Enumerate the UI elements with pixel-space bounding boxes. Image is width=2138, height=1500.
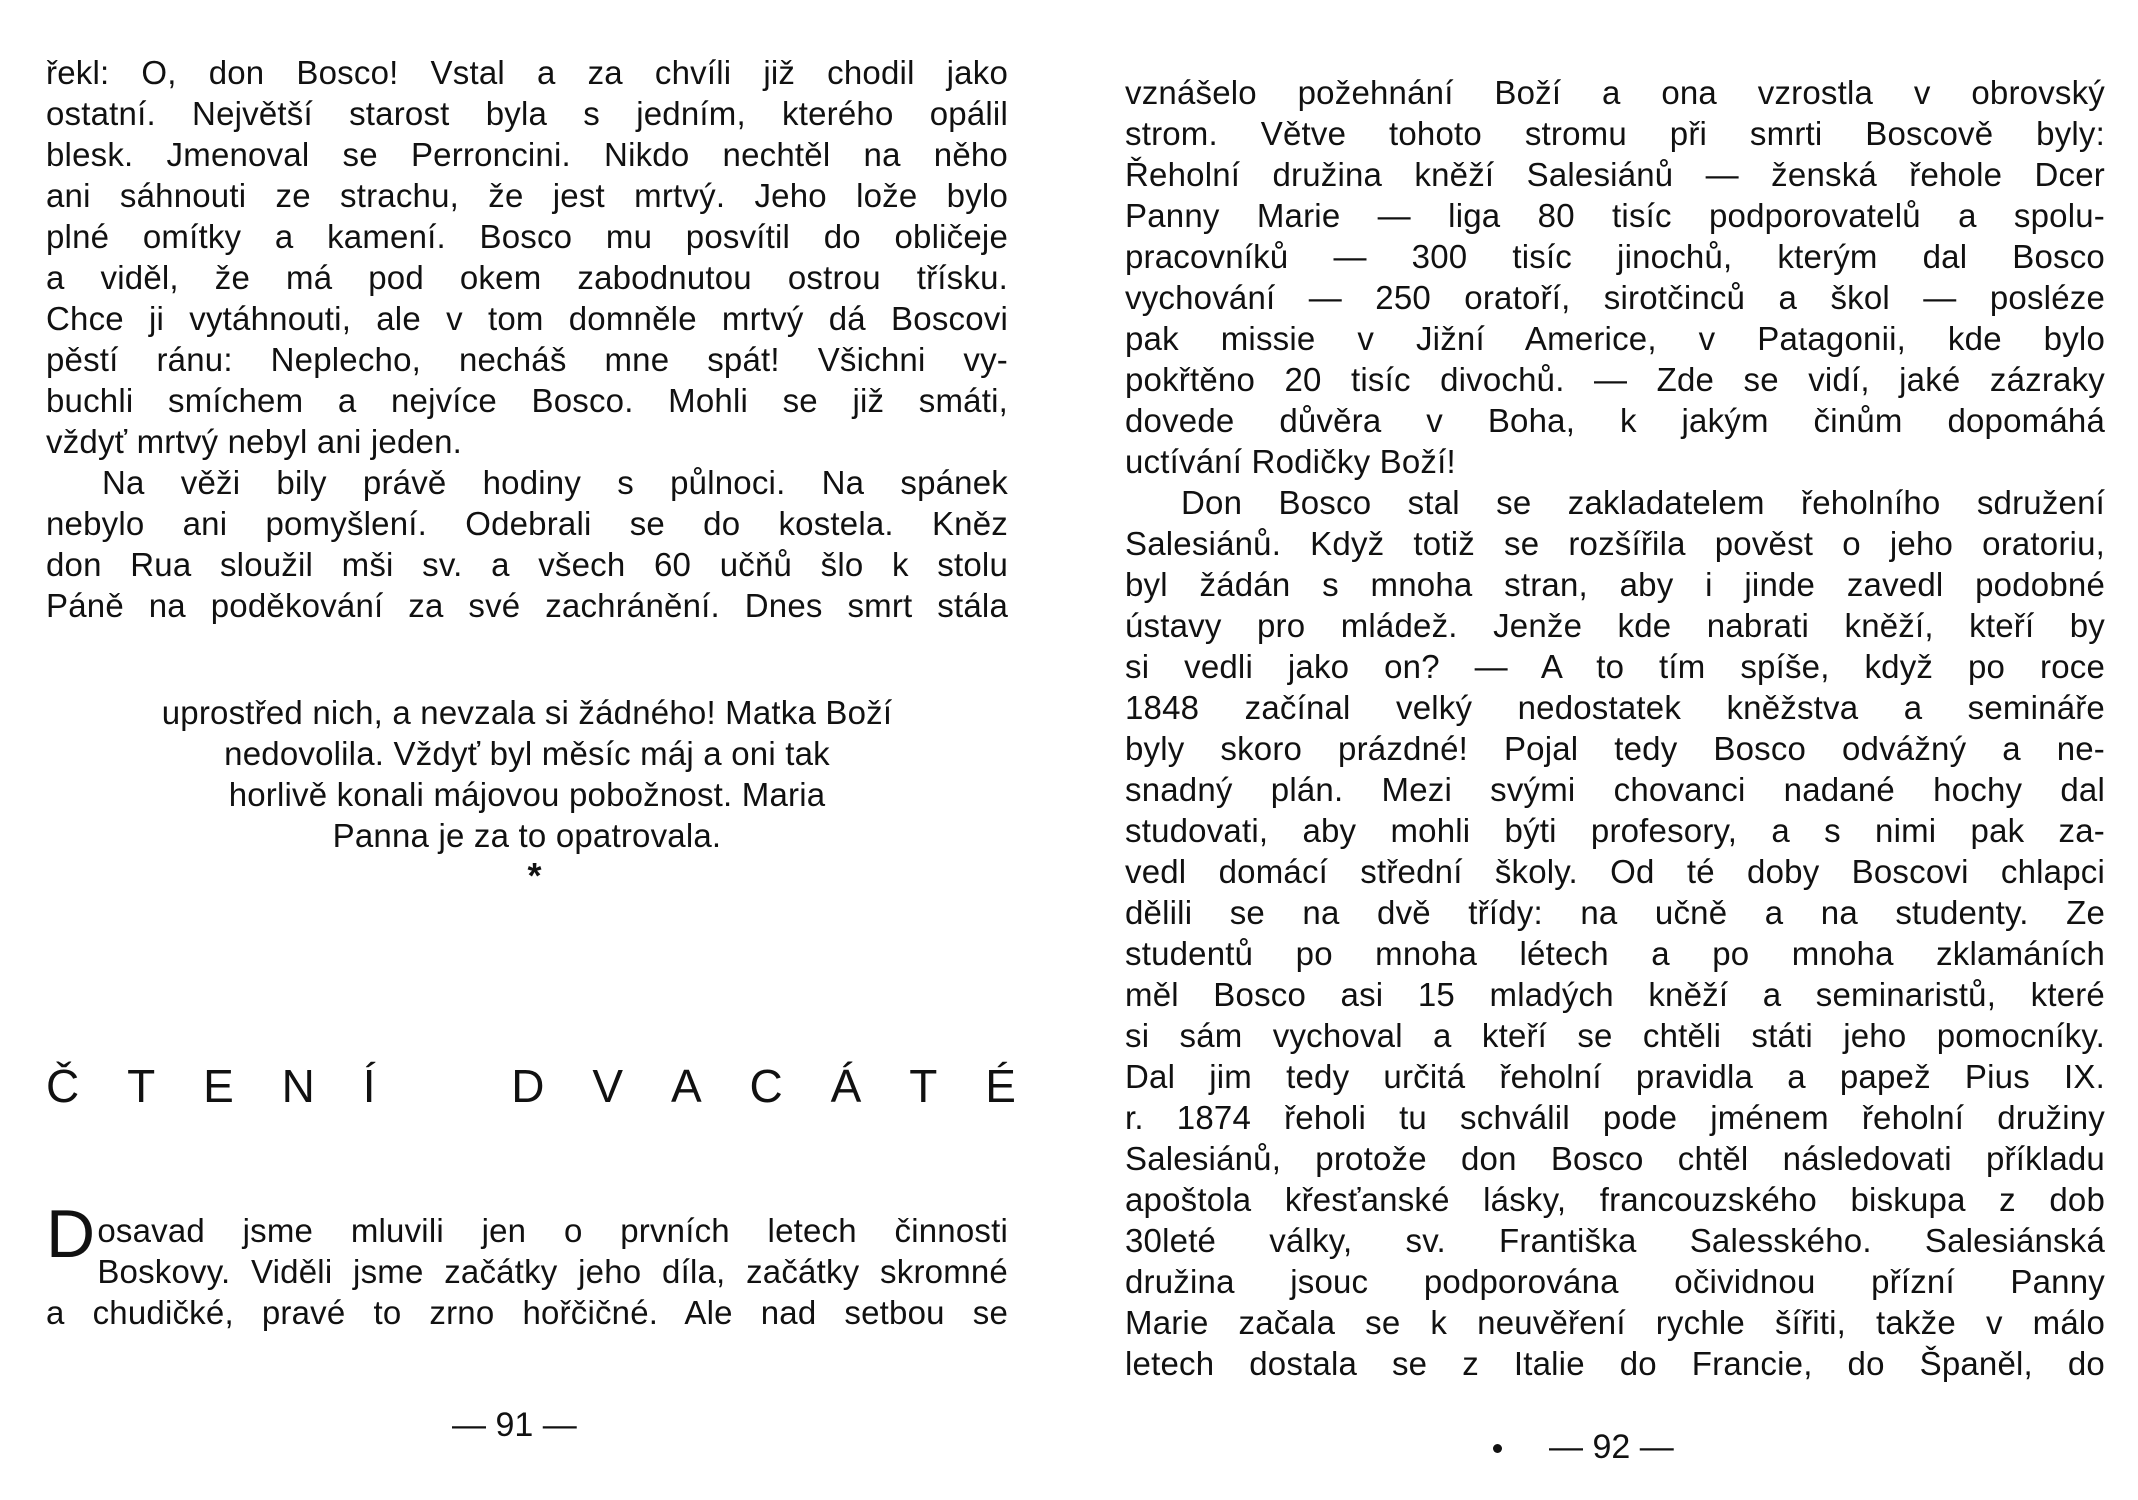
text-line: pokřtěno 20 tisíc divochů. — Zde se vidí, jaké zázraky: [1125, 361, 2105, 398]
page-number: — 92 —: [1549, 1428, 1674, 1466]
chapter-title-letter: E: [203, 1060, 234, 1112]
text-line: a chudičké, pravé to zrno hořčičné. Ale nad setbou se: [46, 1294, 1008, 1331]
text-line: buchli smíchem a nejvíce Bosco. Mohli se již smáti,: [46, 382, 1008, 419]
text-line: uprostřed nich, a nevzala si žádného! Matka Boží: [161, 694, 893, 731]
text-line: Na věži bily právě hodiny s půlnoci. Na spánek: [102, 464, 1008, 501]
text-line: Don Bosco stal se zakladatelem řeholního sdružení: [1181, 484, 2105, 521]
chapter-title-letter: Í: [362, 1060, 376, 1112]
text-line: Salesiánů. Když totiž se rozšířila pověst o jeho oratoriu,: [1125, 525, 2105, 562]
chapter-title-letter: T: [127, 1060, 156, 1112]
text-line: Chce ji vytáhnouti, ale v tom domněle mrtvý dá Boscovi: [46, 300, 1008, 337]
text-line: studovati, aby mohli býti profesory, a s nimi pak za-: [1125, 812, 2105, 849]
text-line: pěstí ránu: Neplecho, necháš mne spát! Všichni vy-: [46, 341, 1008, 378]
text-line: vznášelo požehnání Boží a ona vzrostla v obrovský: [1125, 74, 2105, 111]
text-line: Páně na poděkování za své zachránění. Dnes smrt stála: [46, 587, 1008, 624]
text-line: Panny Marie — liga 80 tisíc podporovatelů a spolu-: [1125, 197, 2105, 234]
text-line: 1848 začínal velký nedostatek kněžstva a semináře: [1125, 689, 2105, 726]
text-line: ani sáhnouti ze strachu, že jest mrtvý. Jeho lože bylo: [46, 177, 1008, 214]
text-line: nebylo ani pomyšlení. Odebrali se do kostela. Kněz: [46, 505, 1008, 542]
text-line: Salesiánů, protože don Bosco chtěl následovati příkladu: [1125, 1140, 2105, 1177]
text-line: si vedli jako on? — A to tím spíše, když po roce: [1125, 648, 2105, 685]
chapter-title-letter: V: [592, 1060, 624, 1112]
text-line: studentů po mnoha létech a po mnoha zklamáních: [1125, 935, 2105, 972]
text-line: Dal jim tedy určitá řeholní pravidla a papež Pius IX.: [1125, 1058, 2105, 1095]
text-line: strom. Větve tohoto stromu při smrti Boscově byly:: [1125, 115, 2105, 152]
text-line: pracovníků — 300 tisíc jinochů, kterým dal Bosco: [1125, 238, 2105, 275]
right-first-paragraph: [1125, 72, 2105, 482]
left-centered-ending: [46, 692, 1008, 856]
page-number: — 91 —: [452, 1406, 577, 1444]
text-line: horlivě konali májovou pobožnost. Maria: [228, 776, 826, 813]
text-line: vždyť mrtvý nebyl ani jeden.: [46, 423, 462, 460]
right-second-paragraph: [1125, 482, 2105, 1384]
text-line: Panna je za to opatrovala.: [332, 817, 722, 854]
text-line: byly skoro prázdné! Pojal tedy Bosco odvážný a ne-: [1125, 730, 2105, 767]
text-line: Řeholní družina kněží Salesiánů — ženská řehole Dcer: [1125, 156, 2105, 193]
text-line: řekl: O, don Bosco! Vstal a za chvíli již chodil jako: [46, 54, 1008, 91]
text-line: dělili se na dvě třídy: na učně a na studenty. Ze: [1125, 894, 2105, 931]
text-line: ostatní. Největší starost byla s jedním, kterého opálil: [46, 95, 1008, 132]
chapter-title-letter: É: [985, 1060, 1016, 1112]
drop-cap: D: [46, 1196, 96, 1272]
text-line: letech dostala se z Italie do Francie, do Španěl, do: [1125, 1345, 2105, 1382]
text-line: dovede důvěra v Boha, k jakým činům dopomáhá: [1125, 402, 2105, 439]
text-line: ústavy pro mládež. Jenže kde nabrati kněží, kteří by: [1125, 607, 2105, 644]
text-line: 30leté války, sv. Františka Salesského. Salesiánská: [1125, 1222, 2105, 1259]
left-top-paragraphs: [46, 52, 1008, 626]
chapter-title-letter: T: [909, 1060, 938, 1112]
text-line: měl Bosco asi 15 mladých kněží a seminaristů, které: [1125, 976, 2105, 1013]
chapter-title: [46, 1058, 1016, 1114]
text-line: Boskovy. Viděli jsme začátky jeho díla, začátky skromné: [97, 1253, 1008, 1290]
chapter-title-gap: [423, 1058, 463, 1114]
print-speck: [1493, 1444, 1502, 1453]
text-line: a viděl, že má pod okem zabodnutou ostrou třísku.: [46, 259, 1008, 296]
text-line: don Rua sloužil mši sv. a všech 60 učňů šlo k stolu: [46, 546, 1008, 583]
chapter-title-letter: N: [281, 1060, 315, 1112]
text-line: vedl domácí střední školy. Od té doby Boscovi chlapci: [1125, 853, 2105, 890]
text-line: pak missie v Jižní Americe, v Patagonii, kde bylo: [1125, 320, 2105, 357]
text-line: plné omítky a kamení. Bosco mu posvítil do obličeje: [46, 218, 1008, 255]
text-line-content: osavad jsme mluvili jen o prvních letech činnosti: [97, 1212, 1008, 1249]
text-line: družina jsouc podporována očividnou přízní Panny: [1125, 1263, 2105, 1300]
text-line: Marie začala se k neuvěření rychle šířiti, takže v málo: [1125, 1304, 2105, 1341]
text-line: uctívání Rodičky Boží!: [1125, 443, 1456, 480]
chapter-title-letter: D: [511, 1060, 545, 1112]
chapter-opening-paragraph: [46, 1196, 1008, 1333]
section-asterisk: *: [527, 855, 542, 896]
text-line: nedovolila. Vždyť byl měsíc máj a oni tak: [224, 735, 830, 772]
text-line: vychování — 250 oratoří, sirotčinců a škol — posléze: [1125, 279, 2105, 316]
right-page: [1069, 0, 2138, 1500]
chapter-title-letter: Č: [46, 1060, 80, 1112]
chapter-title-letter: C: [749, 1060, 783, 1112]
text-line: r. 1874 řeholi tu schválil pode jménem řeholní družiny: [1125, 1099, 2105, 1136]
chapter-title-letter: Á: [830, 1060, 862, 1112]
text-line: si sám vychoval a kteří se chtěli státi jeho pomocníky.: [1125, 1017, 2105, 1054]
text-line: apoštola křesťanské lásky, francouzského biskupa z dob: [1125, 1181, 2105, 1218]
text-line: snadný plán. Mezi svými chovanci nadané hochy dal: [1125, 771, 2105, 808]
chapter-title-letter: A: [670, 1060, 702, 1112]
text-line: byl žádán s mnoha stran, aby i jinde zavedl podobné: [1125, 566, 2105, 603]
text-line: blesk. Jmenoval se Perroncini. Nikdo nechtěl na něho: [46, 136, 1008, 173]
